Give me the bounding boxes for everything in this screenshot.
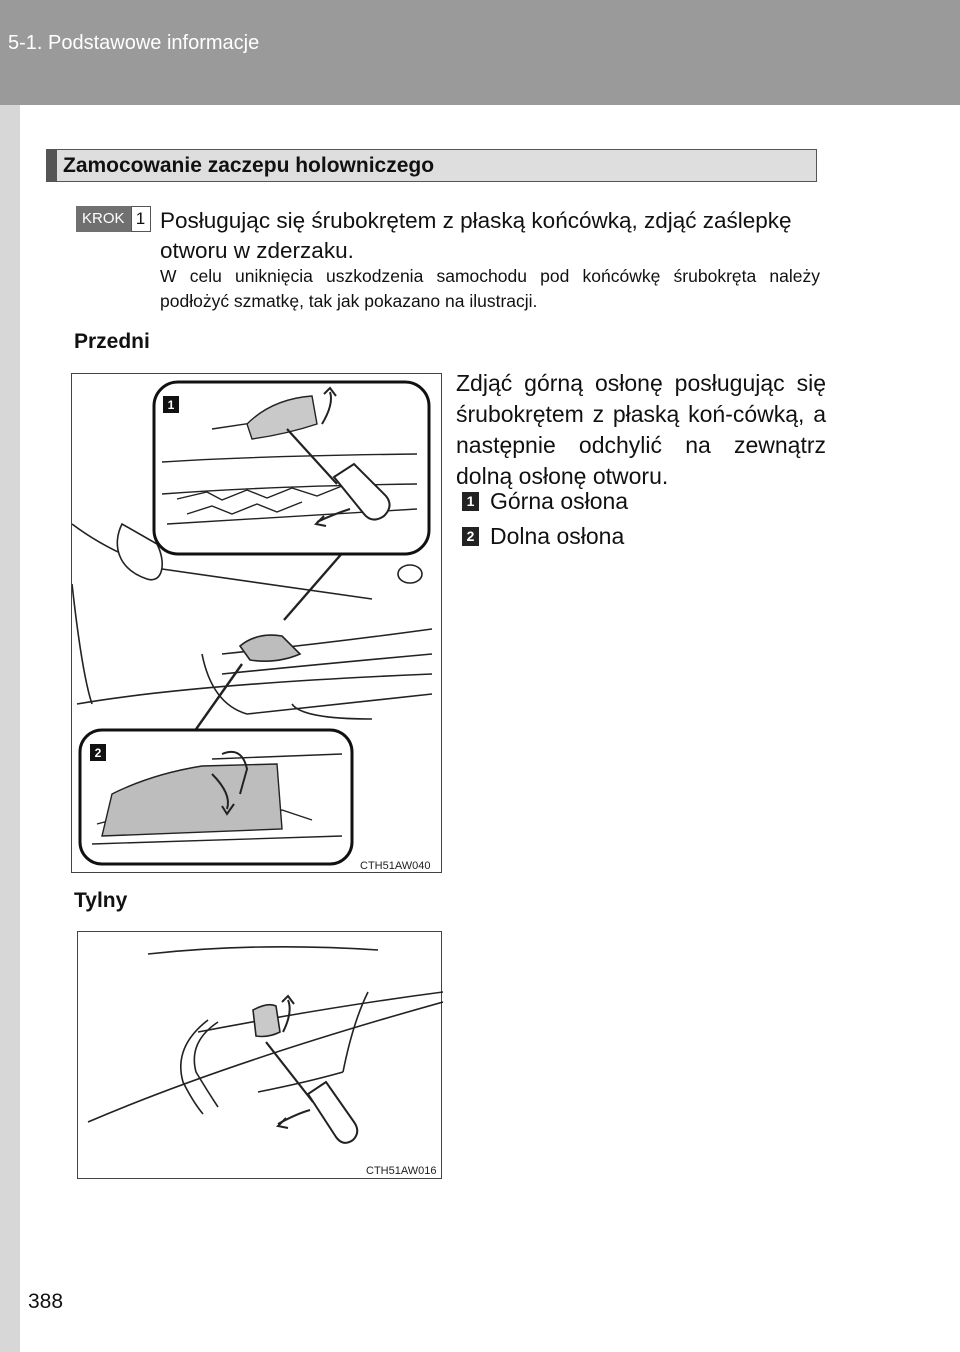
front-heading: Przedni	[74, 330, 150, 353]
side-strip	[0, 105, 20, 1352]
legend-item-1	[462, 487, 628, 515]
rear-illustration	[78, 932, 443, 1180]
rear-heading: Tylny	[74, 889, 128, 912]
rear-figure-code: CTH51AW016	[366, 1165, 437, 1177]
callout-1-text: 1	[167, 398, 175, 412]
section-heading-box	[46, 149, 817, 182]
step-badge	[76, 206, 151, 232]
callout-2-text: 2	[94, 746, 102, 760]
chapter-title: 5-1. Podstawowe informacje	[8, 32, 260, 54]
step-text: Posługując się śrubokrętem z płaską końcówką, zdjąć zaślepkę otworu w zderzaku.	[160, 208, 792, 263]
front-figure-code: CTH51AW040	[360, 860, 431, 872]
legend-num-2: 2	[462, 527, 479, 546]
section-heading-bar	[47, 150, 57, 181]
step-badge-label: KROK	[76, 206, 131, 232]
front-figure	[71, 373, 442, 873]
front-illustration	[72, 374, 443, 874]
rear-figure	[77, 931, 442, 1179]
legend-label-2: Dolna osłona	[490, 523, 625, 549]
step-note: W celu uniknięcia uszkodzenia samochodu pod końcówkę śrubokręta należy podłożyć szmatkę, tak jak pokazano na ilustracji.	[160, 266, 820, 311]
step-badge-number: 1	[131, 206, 151, 232]
front-instruction: Zdjąć górną osłonę posługując się śrubokrętem z płaską koń-cówką, a następnie odchylić na zewnątrz dolną osłonę otworu.	[456, 370, 826, 489]
page-header	[0, 0, 960, 105]
legend-label-1: Górna osłona	[490, 488, 629, 514]
page-number: 388	[28, 1290, 64, 1313]
section-title: Zamocowanie zaczepu holowniczego	[63, 154, 435, 177]
legend-item-2	[462, 522, 624, 550]
legend-num-1: 1	[462, 492, 479, 511]
